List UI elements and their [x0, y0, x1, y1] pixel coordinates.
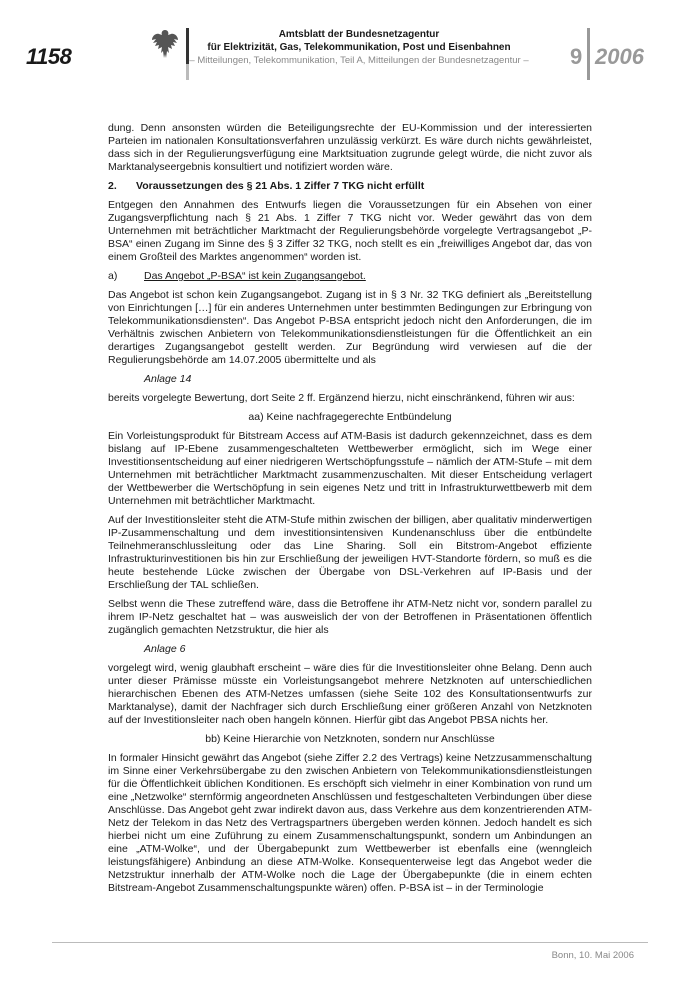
issue-number: 9 — [570, 44, 583, 69]
footer-rule — [52, 942, 648, 943]
paragraph: Entgegen den Annahmen des Entwurfs liegen die Voraussetzungen für ein Absehen von einer Zugangsverpflichtung nach § 21 Abs. 1 Ziffer 7 TKG nicht vor. Weder gewährt das von dem Unternehmen mit beträchtlicher Marktmacht der Regulierungsbehörde vorgelegte Vertragsangebot „P-BSA“ einen Zugang im Sinne des § 3 Ziffer 32 TKG, noch stellt es ein „freiwilliges Angebot dar, das von einem Großteil des Marktes angenommen“ worden ist. — [108, 199, 592, 263]
gazette-subtitle: – Mitteilungen, Telekommunikation, Teil A, Mitteilungen der Bundesnetzagentur – — [189, 55, 529, 66]
sub-heading: bb) Keine Hierarchie von Netzknoten, sondern nur Anschlüsse — [205, 733, 495, 745]
paragraph: Ein Vorleistungsprodukt für Bitstream Access auf ATM-Basis ist dadurch gekennzeichnet, dass es dem bislang auf IP-Ebene zusammengeschalteten Wettbewerber ermöglicht, sich im Wege einer Investitionsentscheidung auf einer niedrigeren Wertschöpfungsstufe – nämlich der ATM-Stufe – mit dem Unternehmen mit beträchtlicher Marktmacht zusammenzuschalten. Mit dieser Entscheidung verlagert der Wettbewerber die Wertschöpfung in sein eigenes Netz und tritt in Infrastrukturwettbewerb mit dem Unternehmen mit beträchtlicher Marktmacht. — [108, 430, 592, 507]
paragraph: vorgelegt wird, wenig glaubhaft erscheint – wäre dies für die Investitionsleiter ohne Belang. Denn auch unter dieser Prämisse müsste ein Vorleistungsangebot mehrere Netzknoten auf unterschiedlichen hierarchischen Ebenen des ATM-Netzes umfassen (siehe Seite 102 des Konsultationsentwurfs zur Marktanalyse), damit der Nachfrager sich durch Erschließung einer größeren Anzahl von Netzknoten auf der Investitionsleiter nach oben hangeln können. Hierfür gibt das Angebot PBSA nichts her. — [108, 662, 592, 726]
sub-heading: aa) Keine nachfragegerechte Entbündelung — [248, 411, 452, 423]
page-header — [0, 0, 700, 80]
paragraph: Auf der Investitionsleiter steht die ATM-Stufe mithin zwischen der billigen, aber qualitativ minderwertigen IP-Zusammenschaltung und dem investitionsintensiven Kundenanschluss über die entbündelte Teilnehmeranschlussleitung oder das Line Sharing. Soll ein Bitstrom-Angebot effiziente Infrastrukturinvestitionen bis hin zur Erschließung der jeweiligen HVT-Standorte fördern, so muß es die heute bestehende Lücke zwischen der Übergabe von DSL-Verkehren auf IP-Basis und der Erschließung der TAL schließen. — [108, 514, 592, 591]
footer-date: Bonn, 10. Mai 2006 — [551, 950, 634, 961]
issue-year: 2006 — [595, 44, 644, 69]
issue-divider — [587, 28, 590, 80]
page-number: 1158 — [26, 44, 72, 69]
document-body — [108, 122, 592, 901]
header-divider-light — [186, 64, 189, 80]
paragraph: Das Angebot ist schon kein Zugangsangebot. Zugang ist in § 3 Nr. 32 TKG definiert als „Bereitstellung von Einrichtungen […] für ein anderes Unternehmen unter bestimmten Bedingungen zur Erbringung von Telekommunikationsdiensten“. Das Angebot P-BSA entspricht jedoch nicht den Anforderungen, die im Verhältnis zwischen Anbietern von Telekommunikationsdienstleistungen für die Öffentlichkeit an ein derartiges Zugangsangebot gestellt werden. Zur Begründung wird verwiesen auf die der Regulierungsbehörde am 14.07.2005 übermittelte und als — [108, 289, 592, 366]
annex-reference: Anlage 14 — [144, 373, 192, 385]
paragraph: In formaler Hinsicht gewährt das Angebot (siehe Ziffer 2.2 des Vertrags) keine Netzzusammenschaltung im Sinne einer Verkehrsübergabe zu den zwischen Anbietern von Telekommunikationsdienstleistungen für die Öffentlichkeit üblichen Konditionen. Es erschöpft sich vielmehr in einer Kombination von rund um eine „Netzwolke“ sternförmig angeordneten Anschlüssen und festgeschalteten Verbindungen über diese Anschlüsse. Das Angebot geht zwar indirekt davon aus, dass Verkehre aus dem konzentrierenden ATM-Netz der Telekom in das Netz des Vertragspartners übergeben werden können. Jedoch handelt es sich hierbei nicht um eine Zuführung zu einem Zusammenschaltungspunkt, sondern um Anbindungen an eine „ATM-Wolke“, und der Übergabepunkt zum Wettbewerber ist ebenfalls eine (wenngleich leistungsfähigere) Anbindung an diese ATM-Wolke. Konsequenterweise legt das Angebot weder die Netzstruktur innerhalb der ATM-Wolke noch die Lage der Übergabepunkte (die in einem echten Bitstream-Angebot Zusammenschaltungspunkte wären) offen. P-BSA ist – in der Terminologie — [108, 752, 592, 894]
subsection-heading: a) Das Angebot „P-BSA“ ist kein Zugangsangebot. — [108, 270, 366, 282]
gazette-title: Amtsblatt der Bundesnetzagentur für Elektrizität, Gas, Telekommunikation, Post und Eisenbahnen — [207, 29, 511, 53]
paragraph: dung. Denn ansonsten würden die Beteiligungsrechte der EU-Kommission und der interessierten Parteien im nationalen Konsultationsverfahren unzulässig verkürzt. Es wäre durch nichts gewährleistet, dass sich in der Regulierungsverfügung eine Marktsituation zugrunde gelegt würde, die nicht zuvor als Marktanalyseergebnis konsultiert und notifiziert worden wäre. — [108, 122, 592, 173]
paragraph: Selbst wenn die These zutreffend wäre, dass die Betroffene ihr ATM-Netz nicht vor, sondern parallel zu ihrem IP-Netz geschaltet hat – was ausweislich der von der Betroffenen in Präsentationen öffentlich zugänglich gemachten Netzstruktur, die hier als — [108, 598, 592, 636]
annex-reference: Anlage 6 — [144, 643, 186, 655]
paragraph: bereits vorgelegte Bewertung, dort Seite 2 ff. Ergänzend hierzu, nicht einschränkend, führen wir aus: — [108, 392, 575, 404]
section-heading: 2. Voraussetzungen des § 21 Abs. 1 Ziffer 7 TKG nicht erfüllt — [108, 180, 425, 192]
federal-eagle-icon — [150, 26, 180, 64]
